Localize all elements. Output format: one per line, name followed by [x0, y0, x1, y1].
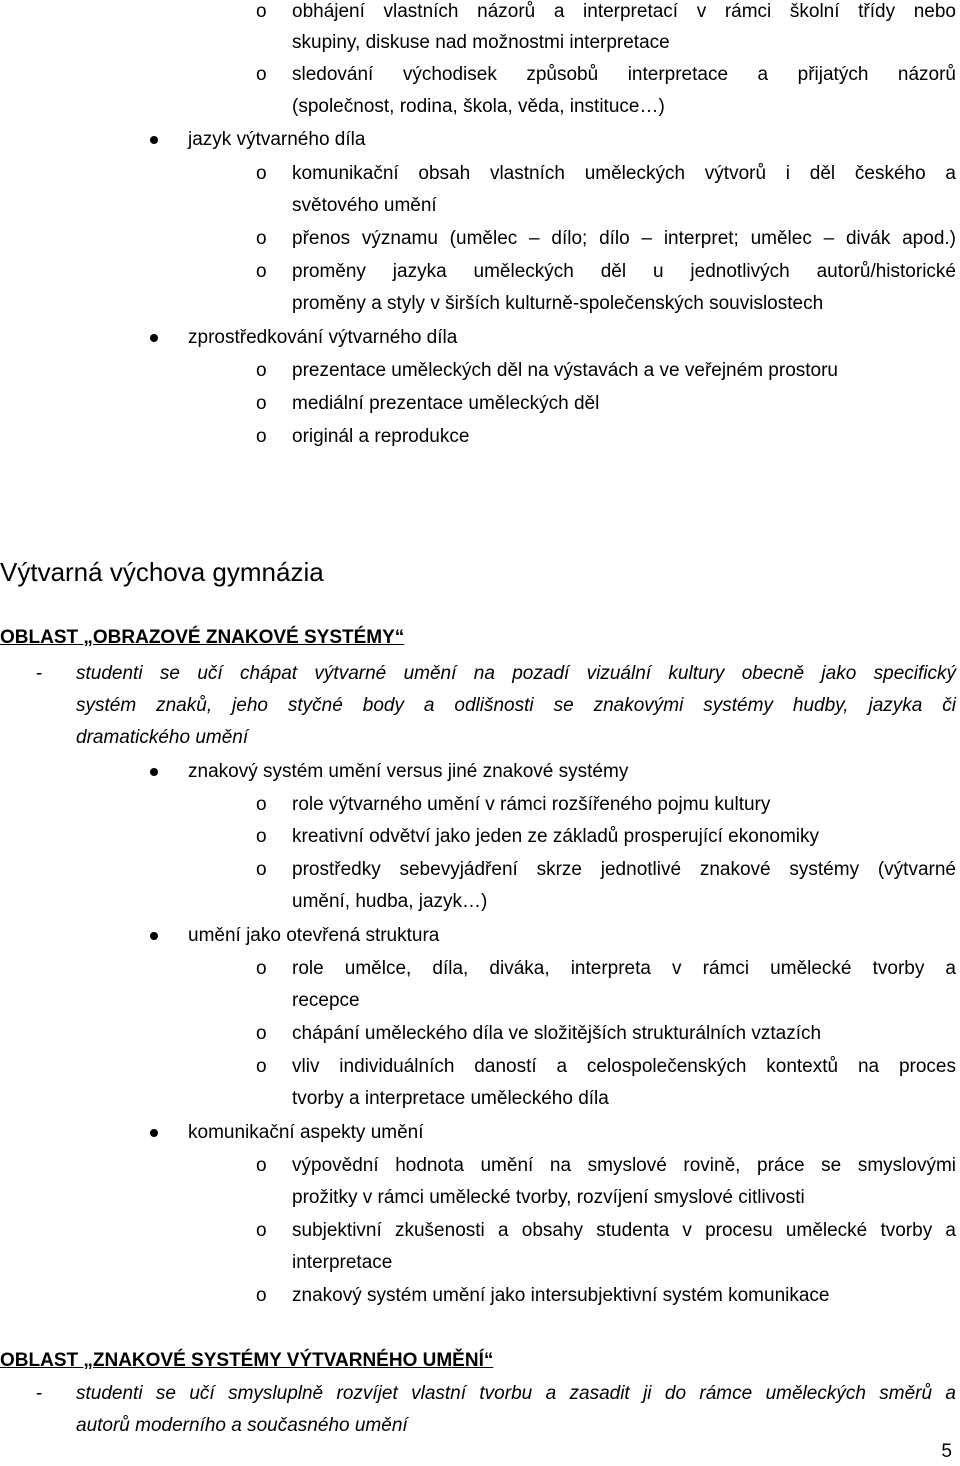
bullet-icon [150, 136, 158, 144]
area-intro-text: systém znaků, jeho styčné body a odlišnosti se znakovými systémy hudby, jazyka či [76, 695, 956, 716]
sub-bullet-marker: o [256, 1285, 267, 1306]
list-item-text: subjektivní zkušenosti a obsahy studenta v procesu umělecké tvorby a [292, 1220, 956, 1241]
list-item-text: recepce [292, 990, 360, 1011]
sub-bullet-marker: o [256, 958, 267, 979]
list-item-text: kreativní odvětví jako jeden ze základů prosperující ekonomiky [292, 826, 819, 847]
sub-bullet-marker: o [256, 1056, 267, 1077]
sub-bullet-marker: o [256, 1155, 267, 1176]
list-item-text: vliv individuálních daností a celospolečenských kontextů na proces [292, 1056, 956, 1077]
area-intro-text: dramatického umění [76, 727, 249, 748]
list-item-text: umění, hudba, jazyk…) [292, 891, 488, 912]
sub-bullet-marker: o [256, 426, 267, 447]
sub-bullet-marker: o [256, 360, 267, 381]
bullet-icon [150, 334, 158, 342]
list-item-text: (společnost, rodina, škola, věda, instituce…) [292, 96, 665, 117]
list-item-text: mediální prezentace uměleckých děl [292, 393, 600, 414]
sub-bullet-marker: o [256, 1, 267, 22]
list-item-text: tvorby a interpretace uměleckého díla [292, 1088, 609, 1109]
sub-bullet-marker: o [256, 163, 267, 184]
list-item-text: světového umění [292, 195, 437, 216]
area-title: OBLAST „OBRAZOVÉ ZNAKOVÉ SYSTÉMY“ [0, 627, 405, 648]
list-item-text: prezentace uměleckých děl na výstavách a ve veřejném prostoru [292, 360, 838, 381]
list-item-text: zprostředkování výtvarného díla [188, 327, 458, 348]
list-item-text: prostředky sebevyjádření skrze jednotlivé znakové systémy (výtvarné [292, 859, 956, 880]
dash-marker: - [36, 663, 43, 684]
list-item-text: sledování východisek způsobů interpretace a přijatých názorů [292, 64, 956, 85]
list-item-text: proměny a styly v širších kulturně-společenských souvislostech [292, 293, 824, 314]
list-item-text: znakový systém umění jako intersubjektivní systém komunikace [292, 1285, 830, 1306]
sub-bullet-marker: o [256, 228, 267, 249]
area-intro-text: studenti se učí chápat výtvarné umění na pozadí vizuální kultury obecně jako specifický [76, 663, 956, 684]
list-item-text: proměny jazyka uměleckých děl u jednotlivých autorů/historické [292, 261, 956, 282]
bullet-icon [150, 768, 158, 776]
list-item-text: role výtvarného umění v rámci rozšířeného pojmu kultury [292, 794, 771, 815]
sub-bullet-marker: o [256, 1220, 267, 1241]
page-number: 5 [941, 1441, 952, 1462]
list-item-text: interpretace [292, 1252, 393, 1273]
list-item-text: umění jako otevřená struktura [188, 925, 440, 946]
list-item-text: skupiny, diskuse nad možnostmi interpretace [292, 32, 670, 53]
area-intro-text: studenti se učí smysluplně rozvíjet vlastní tvorbu a zasadit ji do rámce uměleckých směrů a [76, 1383, 956, 1404]
list-item-text: jazyk výtvarného díla [188, 129, 366, 150]
dash-marker: - [36, 1383, 43, 1404]
list-item-text: komunikační obsah vlastních uměleckých výtvorů i děl českého a [292, 163, 956, 184]
sub-bullet-marker: o [256, 64, 267, 85]
area-intro-text: autorů moderního a současného umění [76, 1415, 408, 1436]
sub-bullet-marker: o [256, 261, 267, 282]
sub-bullet-marker: o [256, 1023, 267, 1044]
list-item-text: přenos významu (umělec – dílo; dílo – interpret; umělec – divák apod.) [292, 228, 956, 249]
list-item-text: chápání uměleckého díla ve složitějších strukturálních vztazích [292, 1023, 822, 1044]
sub-bullet-marker: o [256, 794, 267, 815]
sub-bullet-marker: o [256, 826, 267, 847]
sub-bullet-marker: o [256, 859, 267, 880]
area-title: OBLAST „ZNAKOVÉ SYSTÉMY VÝTVARNÉHO UMĚNÍ“ [0, 1350, 494, 1371]
list-item-text: obhájení vlastních názorů a interpretací v rámci školní třídy nebo [292, 1, 956, 22]
bullet-icon [150, 932, 158, 940]
list-item-text: role umělce, díla, diváka, interpreta v rámci umělecké tvorby a [292, 958, 956, 979]
section-heading: Výtvarná výchova gymnázia [0, 557, 324, 587]
list-item-text: výpovědní hodnota umění na smyslové rovině, práce se smyslovými [292, 1155, 956, 1176]
list-item-text: prožitky v rámci umělecké tvorby, rozvíjení smyslové citlivosti [292, 1187, 805, 1208]
bullet-icon [150, 1129, 158, 1137]
list-item-text: znakový systém umění versus jiné znakové systémy [188, 761, 629, 782]
sub-bullet-marker: o [256, 393, 267, 414]
list-item-text: komunikační aspekty umění [188, 1122, 424, 1143]
list-item-text: originál a reprodukce [292, 426, 470, 447]
